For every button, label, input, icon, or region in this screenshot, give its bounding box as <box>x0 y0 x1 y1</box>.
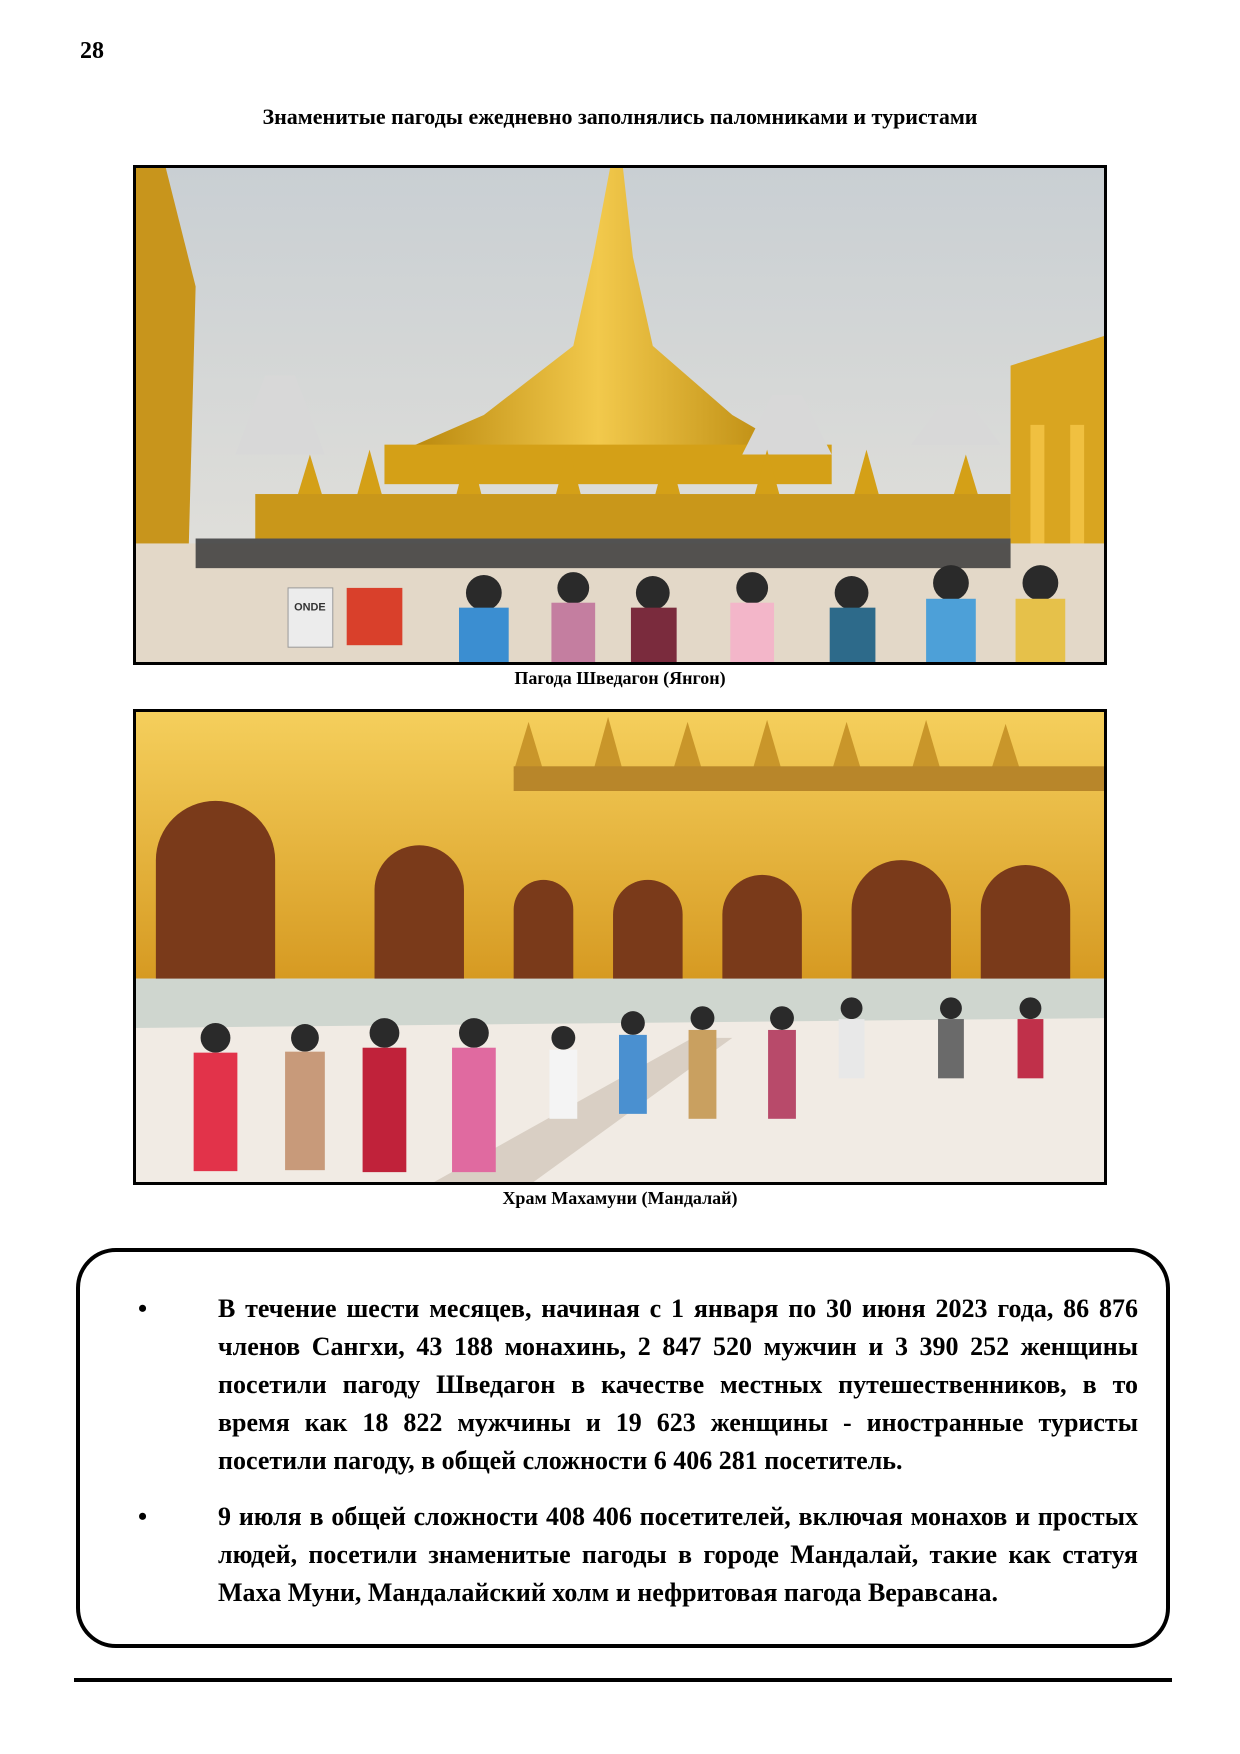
photo-shwedagon-pagoda <box>133 165 1107 665</box>
bullet-icon: • <box>138 1502 148 1531</box>
photo-mahamuni-temple <box>133 709 1107 1185</box>
page-number: 28 <box>80 38 104 64</box>
statistics-list <box>138 1290 1138 1630</box>
statistics-text-mandalay: 9 июля в общей сложности 408 406 посетителей, включая монахов и простых людей, посетили знаменитые пагоды в городе Мандалай, такие как статуя Маха Муни, Мандалайский холм и нефритовая пагода Веравсана. <box>218 1502 1138 1607</box>
photo-caption-mahamuni: Храм Махамуни (Мандалай) <box>502 1188 738 1208</box>
donation-sign-text: ONDE <box>294 601 326 614</box>
statistics-text-shwedagon: В течение шести месяцев, начиная с 1 января по 30 июня 2023 года, 86 876 членов Сангхи, 43 188 монахинь, 2 847 520 мужчин и 3 390 252 женщины посетили пагоду Шведагон в качестве местных путешественников, в то время как 18 822 мужчины и 19 623 женщины - иностранные туристы посетили пагоду, в общей сложности 6 406 281 посетитель. <box>218 1294 1138 1475</box>
visitor-statistics-box <box>76 1248 1170 1648</box>
bullet-icon: • <box>138 1294 148 1323</box>
photo-caption-shwedagon: Пагода Шведагон (Янгон) <box>514 668 726 688</box>
page-title: Знаменитые пагоды ежедневно заполнялись паломниками и туристами <box>262 104 978 129</box>
footer-divider <box>74 1678 1172 1682</box>
list-item <box>138 1290 1138 1480</box>
list-item <box>138 1498 1138 1612</box>
